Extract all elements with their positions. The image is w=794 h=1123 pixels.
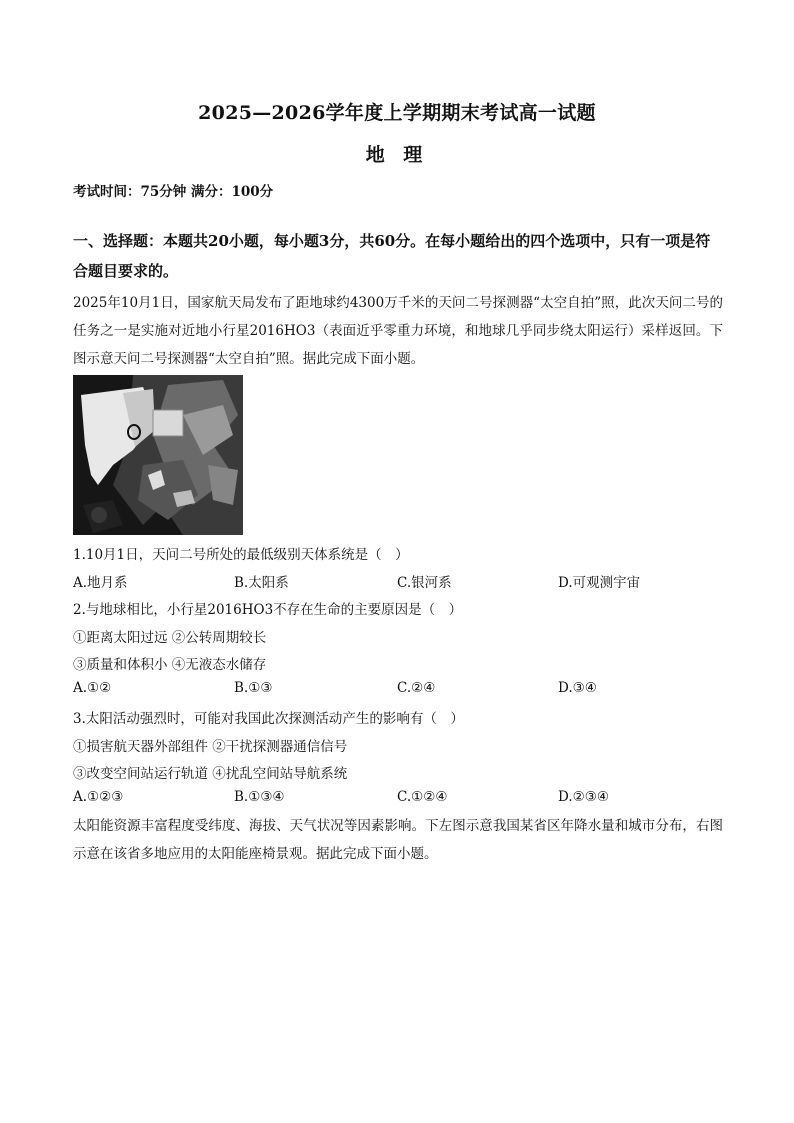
question-3-statements-2: ③改变空间站运行轨道 ④扰乱空间站导航系统: [73, 766, 348, 782]
question-2-stem: 2.与地球相比，小行星2016HO3不存在生命的主要原因是（ ）: [73, 602, 463, 618]
exam-title: 2025—2026学年度上学期期末考试高一试题: [198, 102, 596, 124]
subject-title: 地 理: [365, 144, 429, 166]
question-1-option-d: D.可观测宇宙: [558, 575, 641, 591]
question-1-option-c: C.银河系: [397, 575, 452, 591]
material-paragraph-1: 2025年10月1日，国家航天局发布了距地球约4300万千米的天问二号探测器“太空自拍”照，此次天问二号的任务之一是实施对近地小行星2016HO3（表面近乎零重力环境，和地球几乎同步绕太阳运行）采样返回。下图示意天问二号探测器“太空自拍”照。据此完成下面小题。: [73, 295, 723, 367]
question-3-option-b: B.①③④: [234, 789, 285, 805]
question-3-option-a: A.①②③: [73, 789, 124, 805]
question-2-statements-2: ③质量和体积小 ④无液态水储存: [73, 657, 267, 673]
question-3-statements-1: ①损害航天器外部组件 ②干扰探测器通信信号: [73, 739, 348, 755]
section-heading: 一、选择题：本题共20小题，每小题3分，共60分。在每小题给出的四个选项中，只有一项是符合题目要求的。: [73, 232, 711, 280]
question-3-stem: 3.太阳活动强烈时，可能对我国此次探测活动产生的影响有（ ）: [73, 711, 464, 727]
probe-selfie-photo: [73, 375, 243, 535]
question-2-statements-1: ①距离太阳过远 ②公转周期较长: [73, 630, 267, 646]
question-1-option-b: B.太阳系: [234, 575, 289, 591]
question-3-option-c: C.①②④: [397, 789, 448, 805]
question-1-option-a: A.地月系: [73, 575, 128, 591]
exam-info: 考试时间：75分钟 满分：100分: [73, 184, 274, 200]
material-paragraph-2: 太阳能资源丰富程度受纬度、海拔、天气状况等因素影响。下左图示意我国某省区年降水量和城市分布，右图示意在该省多地应用的太阳能座椅景观。据此完成下面小题。: [73, 818, 723, 862]
question-3-option-d: D.②③④: [558, 789, 609, 805]
question-2-option-d: D.③④: [558, 680, 597, 696]
question-2-option-b: B.①③: [234, 680, 273, 696]
question-2-option-c: C.②④: [397, 680, 436, 696]
question-2-option-a: A.①②: [73, 680, 112, 696]
question-1-stem: 1.10月1日，天问二号所处的最低级别天体系统是（ ）: [73, 547, 409, 563]
